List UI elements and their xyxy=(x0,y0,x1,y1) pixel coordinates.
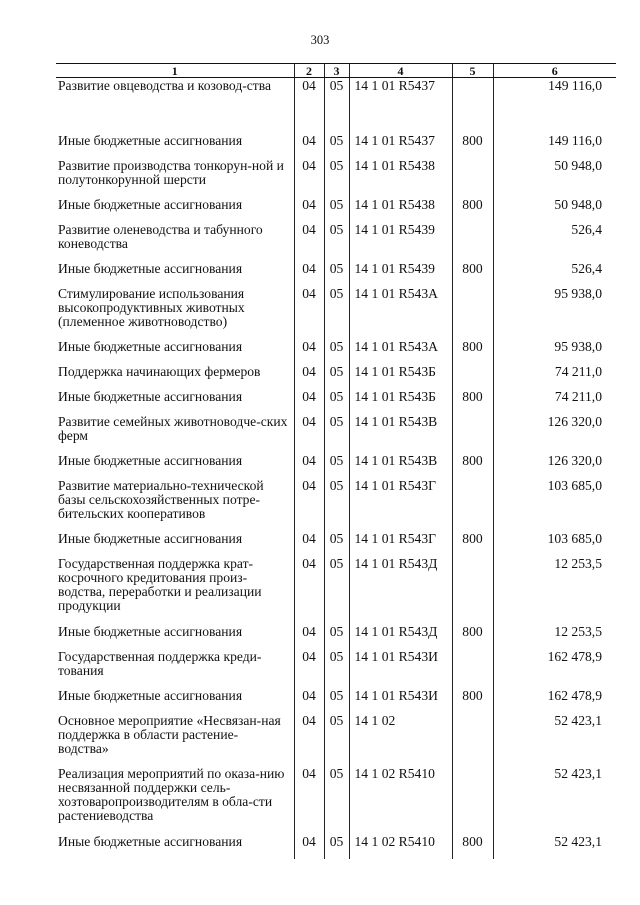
cell-name: Развитие производства тонкорун-ной и полутонкорунной шерсти xyxy=(58,157,284,187)
cell-amount: 12 253,5 xyxy=(493,624,616,649)
cell-expense-type: 800 xyxy=(452,453,493,478)
cell-target-code: 14 1 01 R5437 xyxy=(349,78,452,133)
cell-section: 04 xyxy=(294,688,324,713)
cell-amount: 526,4 xyxy=(493,261,616,286)
cell-amount: 103 685,0 xyxy=(493,478,616,531)
cell-target-code: 14 1 01 R543Б xyxy=(349,389,452,414)
cell-subsection: 05 xyxy=(324,766,349,834)
cell-target-code: 14 1 01 R543И xyxy=(349,649,452,688)
cell-section: 04 xyxy=(294,133,324,158)
cell-amount: 149 116,0 xyxy=(493,78,616,133)
table-row xyxy=(56,158,616,197)
table-row xyxy=(56,222,616,261)
cell-target-code: 14 1 01 R543А xyxy=(349,286,452,339)
cell-target-code: 14 1 01 R543А xyxy=(349,339,452,364)
cell-name: Иные бюджетные ассигнования xyxy=(58,196,243,212)
cell-subsection: 05 xyxy=(324,453,349,478)
cell-target-code: 14 1 01 R5437 xyxy=(349,133,452,158)
cell-subsection: 05 xyxy=(324,531,349,556)
cell-amount: 149 116,0 xyxy=(493,133,616,158)
cell-subsection: 05 xyxy=(324,364,349,389)
col-header-target-code: 4 xyxy=(349,64,452,78)
cell-target-code: 14 1 01 R543В xyxy=(349,414,452,453)
cell-target-code: 14 1 02 R5410 xyxy=(349,766,452,834)
cell-name: Иные бюджетные ассигнования xyxy=(58,623,243,639)
col-header-amount: 6 xyxy=(493,64,616,78)
cell-target-code: 14 1 01 R543Д xyxy=(349,556,452,624)
table-header xyxy=(56,64,616,78)
cell-name: Иные бюджетные ассигнования xyxy=(58,530,243,546)
table-row xyxy=(56,339,616,364)
cell-subsection: 05 xyxy=(324,261,349,286)
cell-amount: 50 948,0 xyxy=(493,197,616,222)
cell-subsection: 05 xyxy=(324,649,349,688)
table-row xyxy=(56,713,616,766)
cell-amount: 50 948,0 xyxy=(493,158,616,197)
col-header-subsection: 3 xyxy=(324,64,349,78)
cell-expense-type: 800 xyxy=(452,197,493,222)
table-row xyxy=(56,478,616,531)
cell-expense-type xyxy=(452,478,493,531)
cell-expense-type: 800 xyxy=(452,133,493,158)
cell-name: Стимулирование использования высокопродуктивных животных (племенное животноводство) xyxy=(58,285,245,329)
table-row xyxy=(56,389,616,414)
table-row xyxy=(56,286,616,339)
cell-expense-type xyxy=(452,222,493,261)
cell-expense-type xyxy=(452,364,493,389)
cell-name: Иные бюджетные ассигнования xyxy=(58,132,243,148)
table-row xyxy=(56,261,616,286)
cell-expense-type xyxy=(452,414,493,453)
cell-target-code: 14 1 01 R543В xyxy=(349,453,452,478)
cell-target-code: 14 1 01 R543Г xyxy=(349,478,452,531)
table-row xyxy=(56,624,616,649)
cell-expense-type xyxy=(452,713,493,766)
page-number: 303 xyxy=(310,33,330,47)
cell-expense-type xyxy=(452,286,493,339)
cell-amount: 95 938,0 xyxy=(493,339,616,364)
cell-target-code: 14 1 01 R543Д xyxy=(349,624,452,649)
table-row xyxy=(56,766,616,834)
table-row xyxy=(56,556,616,624)
cell-subsection: 05 xyxy=(324,286,349,339)
cell-subsection: 05 xyxy=(324,133,349,158)
cell-section: 04 xyxy=(294,649,324,688)
cell-section: 04 xyxy=(294,222,324,261)
cell-target-code: 14 1 01 R543Б xyxy=(349,364,452,389)
cell-subsection: 05 xyxy=(324,713,349,766)
cell-name: Основное мероприятие «Несвязан-ная поддержка в области растение-водства» xyxy=(58,712,281,756)
cell-subsection: 05 xyxy=(324,478,349,531)
cell-section: 04 xyxy=(294,158,324,197)
table-body xyxy=(56,78,616,859)
cell-amount: 126 320,0 xyxy=(493,453,616,478)
cell-name: Иные бюджетные ассигнования xyxy=(58,687,243,703)
cell-section: 04 xyxy=(294,389,324,414)
cell-section: 04 xyxy=(294,197,324,222)
cell-expense-type: 800 xyxy=(452,339,493,364)
cell-name: Развитие материально-технической базы сельскохозяйственных потре-бительских кооперативов xyxy=(58,477,264,521)
table-row xyxy=(56,78,616,133)
cell-subsection: 05 xyxy=(324,339,349,364)
cell-section: 04 xyxy=(294,453,324,478)
cell-section: 04 xyxy=(294,78,324,133)
cell-target-code: 14 1 01 R543И xyxy=(349,688,452,713)
cell-amount: 162 478,9 xyxy=(493,649,616,688)
cell-expense-type xyxy=(452,158,493,197)
cell-section: 04 xyxy=(294,556,324,624)
cell-section: 04 xyxy=(294,261,324,286)
cell-name: Развитие оленеводства и табунного коневодства xyxy=(58,221,263,251)
cell-amount: 126 320,0 xyxy=(493,414,616,453)
col-header-name: 1 xyxy=(56,64,294,78)
table-row xyxy=(56,649,616,688)
cell-expense-type: 800 xyxy=(452,688,493,713)
cell-subsection: 05 xyxy=(324,624,349,649)
cell-section: 04 xyxy=(294,531,324,556)
table-row xyxy=(56,531,616,556)
cell-subsection: 05 xyxy=(324,688,349,713)
cell-expense-type xyxy=(452,78,493,133)
cell-amount: 52 423,1 xyxy=(493,713,616,766)
cell-name: Государственная поддержка крат-косрочного кредитования произ-водства, переработки и реализации продукции xyxy=(58,555,262,613)
cell-expense-type xyxy=(452,556,493,624)
cell-subsection: 05 xyxy=(324,222,349,261)
table-row xyxy=(56,133,616,158)
cell-name: Иные бюджетные ассигнования xyxy=(58,388,243,404)
cell-expense-type xyxy=(452,766,493,834)
cell-section: 04 xyxy=(294,286,324,339)
cell-expense-type: 800 xyxy=(452,834,493,859)
cell-expense-type xyxy=(452,649,493,688)
cell-amount: 52 423,1 xyxy=(493,834,616,859)
cell-target-code: 14 1 01 R5438 xyxy=(349,197,452,222)
cell-target-code: 14 1 01 R543Г xyxy=(349,531,452,556)
cell-amount: 103 685,0 xyxy=(493,531,616,556)
table-row xyxy=(56,453,616,478)
cell-name: Государственная поддержка креди-тования xyxy=(58,648,262,678)
table-row xyxy=(56,414,616,453)
cell-expense-type: 800 xyxy=(452,624,493,649)
cell-target-code: 14 1 02 R5410 xyxy=(349,834,452,859)
cell-expense-type: 800 xyxy=(452,261,493,286)
cell-amount: 74 211,0 xyxy=(493,389,616,414)
header-row xyxy=(56,64,616,78)
cell-section: 04 xyxy=(294,713,324,766)
cell-expense-type: 800 xyxy=(452,389,493,414)
cell-amount: 526,4 xyxy=(493,222,616,261)
col-header-expense-type: 5 xyxy=(452,64,493,78)
cell-subsection: 05 xyxy=(324,78,349,133)
cell-target-code: 14 1 02 xyxy=(349,713,452,766)
cell-name: Развитие овцеводства и козовод-ства xyxy=(58,78,272,93)
cell-name: Иные бюджетные ассигнования xyxy=(58,833,243,849)
table-row xyxy=(56,688,616,713)
cell-name: Иные бюджетные ассигнования xyxy=(58,260,243,276)
table-row xyxy=(56,364,616,389)
cell-section: 04 xyxy=(294,834,324,859)
cell-name: Реализация мероприятий по оказа-нию несвязанной поддержки сель-хозтоваропроизводителям в обла-сти растениеводства xyxy=(58,765,285,823)
cell-expense-type: 800 xyxy=(452,531,493,556)
cell-name: Иные бюджетные ассигнования xyxy=(58,338,243,354)
cell-section: 04 xyxy=(294,766,324,834)
cell-name: Развитие семейных животноводче-ских ферм xyxy=(58,413,288,443)
cell-section: 04 xyxy=(294,364,324,389)
cell-target-code: 14 1 01 R5439 xyxy=(349,222,452,261)
cell-target-code: 14 1 01 R5438 xyxy=(349,158,452,197)
cell-name: Иные бюджетные ассигнования xyxy=(58,452,243,468)
budget-table xyxy=(56,63,616,859)
cell-amount: 52 423,1 xyxy=(493,766,616,834)
cell-amount: 74 211,0 xyxy=(493,364,616,389)
cell-subsection: 05 xyxy=(324,414,349,453)
cell-amount: 95 938,0 xyxy=(493,286,616,339)
cell-subsection: 05 xyxy=(324,158,349,197)
cell-subsection: 05 xyxy=(324,197,349,222)
cell-amount: 162 478,9 xyxy=(493,688,616,713)
cell-subsection: 05 xyxy=(324,834,349,859)
cell-amount: 12 253,5 xyxy=(493,556,616,624)
table-row xyxy=(56,197,616,222)
col-header-section: 2 xyxy=(294,64,324,78)
cell-name: Поддержка начинающих фермеров xyxy=(58,363,261,379)
cell-subsection: 05 xyxy=(324,389,349,414)
cell-section: 04 xyxy=(294,339,324,364)
cell-target-code: 14 1 01 R5439 xyxy=(349,261,452,286)
cell-subsection: 05 xyxy=(324,556,349,624)
cell-section: 04 xyxy=(294,414,324,453)
table-row xyxy=(56,834,616,859)
cell-section: 04 xyxy=(294,478,324,531)
cell-section: 04 xyxy=(294,624,324,649)
